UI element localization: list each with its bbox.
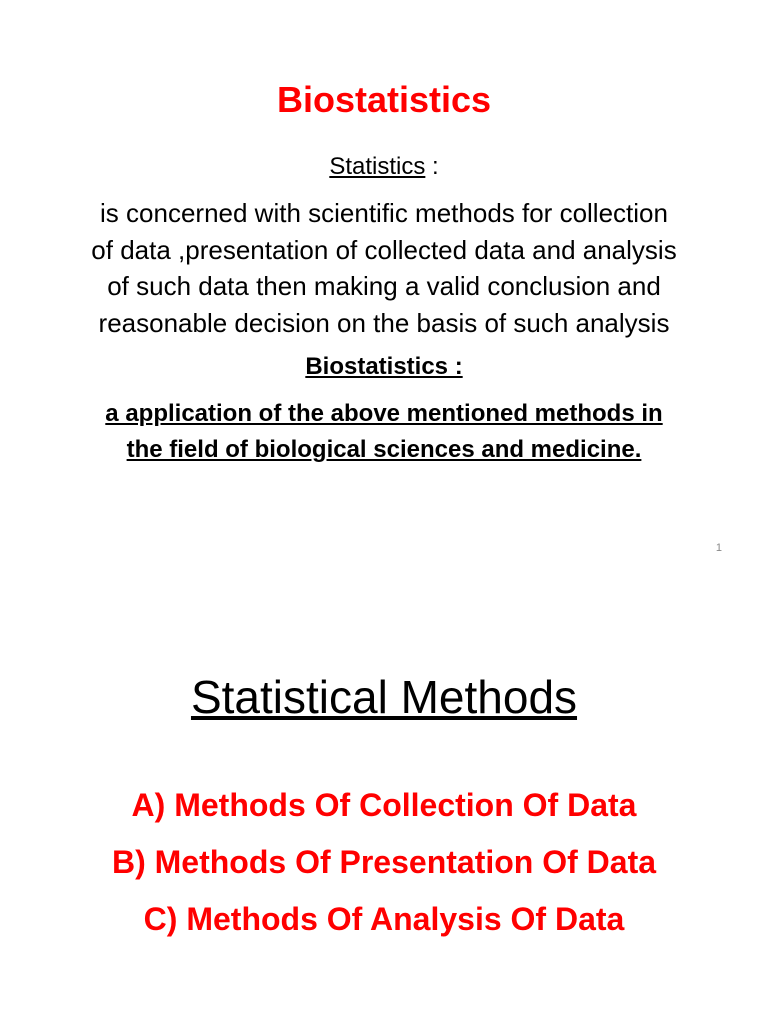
definition-line: of data ,presentation of collected data and analysis: [91, 234, 677, 265]
biostatistics-heading: [0, 352, 768, 382]
statistics-colon: :: [425, 153, 439, 180]
slide-title: Biostatistics: [276, 79, 492, 120]
definition-line: is concerned with scientific methods for collection: [100, 198, 668, 228]
definition-line: reasonable decision on the basis of such analysis: [98, 307, 670, 338]
statistics-definition: [14, 195, 754, 341]
biostatistics-term: Biostatistics :: [305, 353, 463, 380]
biostatistics-definition: [10, 396, 758, 468]
methods-list: [0, 777, 768, 948]
definition-line: of such data then making a valid conclusion and: [107, 271, 661, 301]
statistics-heading: [0, 152, 768, 182]
list-item: A) Methods Of Collection Of Data: [131, 787, 637, 823]
list-item: B) Methods Of Presentation Of Data: [111, 844, 657, 880]
statistics-term: Statistics: [329, 153, 426, 180]
page-number: 1: [715, 542, 722, 554]
list-item: C) Methods Of Analysis Of Data: [143, 901, 625, 937]
slide-2: [0, 575, 768, 1024]
slide-title: Statistical Methods: [190, 671, 578, 723]
bio-definition-line: a application of the above mentioned methods in: [105, 400, 663, 427]
bio-definition-line: the field of biological sciences and medicine.: [126, 436, 642, 463]
